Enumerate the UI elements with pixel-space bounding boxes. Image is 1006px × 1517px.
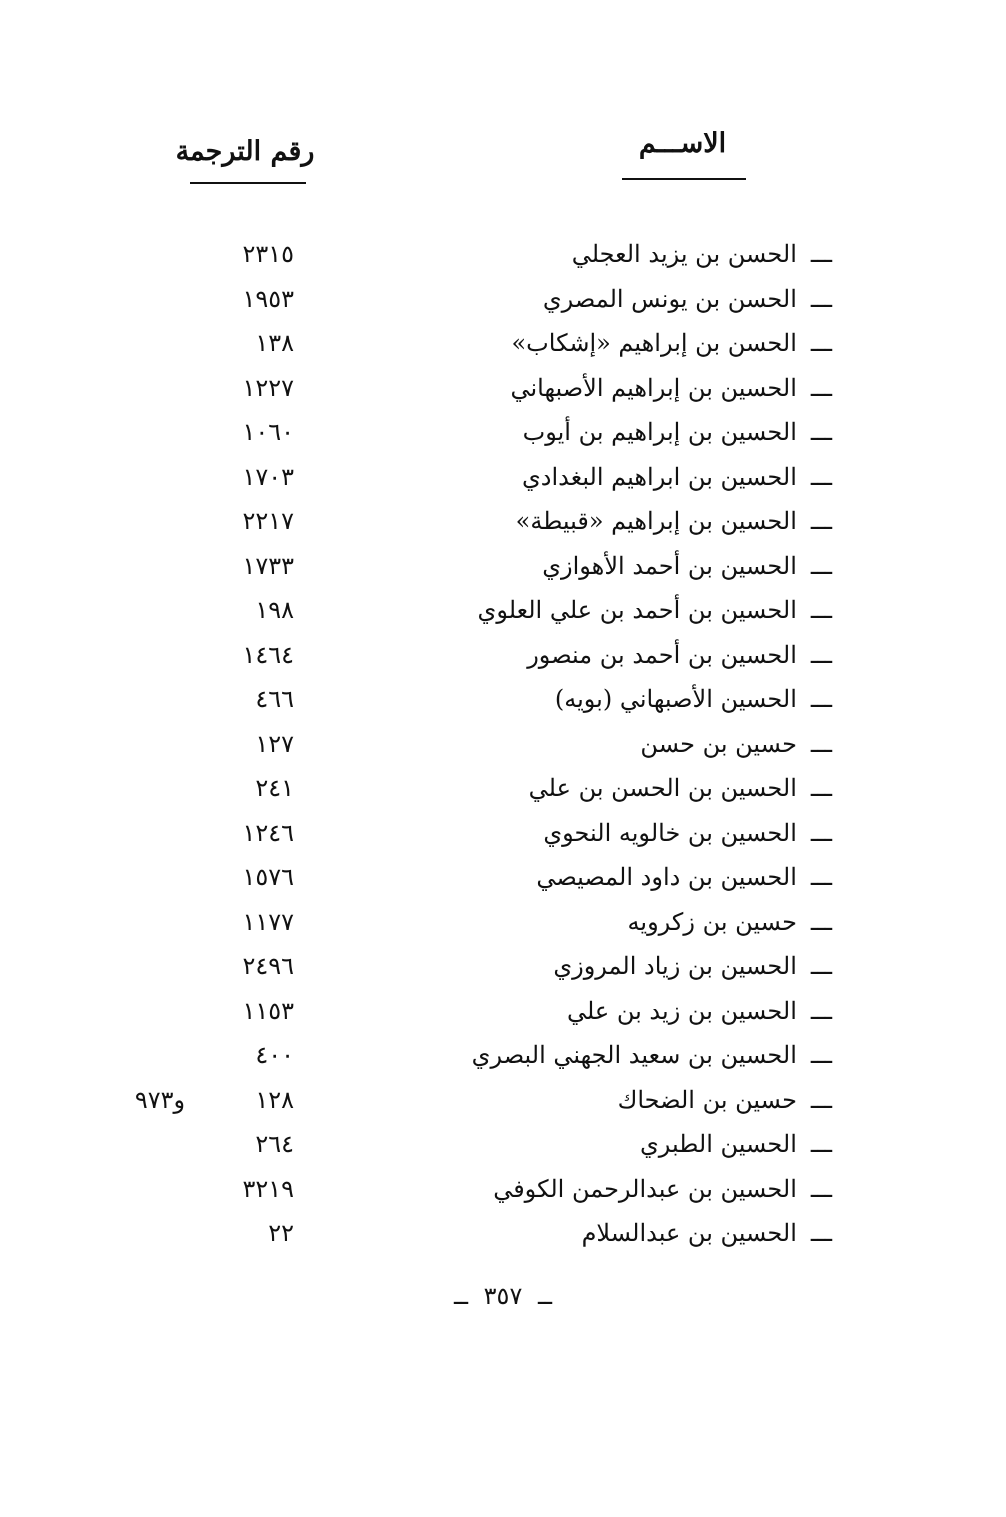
- page-number: ٣٥٧: [483, 1282, 523, 1310]
- list-item: [0, 232, 1006, 277]
- entry-dash: ـــ: [810, 1130, 832, 1158]
- entry-dash: ـــ: [810, 863, 832, 891]
- list-item: [0, 811, 1006, 856]
- entry-dash: ـــ: [810, 462, 832, 491]
- entry-dash: ـــ: [810, 1085, 832, 1114]
- entry-number: ١٢٤٦: [242, 818, 294, 847]
- list-item: [0, 944, 1006, 989]
- entry-number: ٢٣١٥: [242, 240, 294, 268]
- entry-name-cell: [527, 633, 832, 678]
- list-item: [0, 900, 1006, 945]
- entry-name: الحسن بن إبراهيم «إشكاب»: [511, 329, 797, 357]
- entry-number: ١٢٧: [255, 729, 294, 758]
- entries-list: [0, 232, 1006, 1256]
- list-item: [0, 544, 1006, 589]
- entry-dash: ـــ: [810, 952, 832, 980]
- entry-name: الحسن بن يزيد العجلي: [571, 240, 797, 268]
- list-item: [0, 677, 1006, 722]
- entry-dash: ـــ: [810, 818, 832, 847]
- footer-dash-left: ــ: [453, 1282, 469, 1310]
- entry-number: ١٢٨: [255, 1085, 294, 1114]
- entry-number: ٤٠٠: [255, 1041, 294, 1069]
- entry-extra-number: و٩٧٣: [134, 1085, 186, 1114]
- entry-name: الحسين بن إبراهيم «قبيطة»: [515, 507, 797, 535]
- entry-name-cell: [511, 321, 832, 366]
- list-item: [0, 766, 1006, 811]
- list-item: [0, 1167, 1006, 1212]
- entry-name-cell: [543, 811, 832, 856]
- list-item: [0, 455, 1006, 500]
- entry-name-cell: [478, 588, 832, 633]
- entry-name: الحسين بن زياد المروزي: [553, 952, 797, 980]
- list-item: [0, 588, 1006, 633]
- entry-name-cell: [493, 1167, 832, 1212]
- entry-name: الحسين بن ابراهيم البغدادي: [522, 462, 797, 491]
- entry-name-cell: [582, 1211, 832, 1256]
- list-item: [0, 722, 1006, 767]
- entry-number: ٤٦٦: [255, 685, 294, 713]
- list-item: [0, 277, 1006, 322]
- list-item: [0, 855, 1006, 900]
- entry-name: الحسين بن أحمد بن علي العلوي: [477, 596, 797, 624]
- entry-dash: ـــ: [810, 329, 832, 357]
- number-header-underline: [190, 182, 306, 184]
- list-item: [0, 1033, 1006, 1078]
- entry-number: ٢٢١٧: [242, 507, 294, 535]
- entry-dash: ـــ: [810, 507, 832, 535]
- entry-number: ٢٦٤: [255, 1130, 294, 1158]
- entry-name-cell: [628, 900, 832, 945]
- entry-name: الحسين بن داود المصيصي: [536, 863, 797, 891]
- entry-number: ١٩٨: [255, 596, 294, 624]
- entry-name: الحسين بن زيد بن علي: [566, 996, 797, 1025]
- entry-dash: ـــ: [810, 596, 832, 624]
- entry-number: ١٣٨: [255, 329, 294, 357]
- name-column-header: الاســـم: [638, 128, 727, 159]
- list-item: [0, 499, 1006, 544]
- entry-name-cell: [553, 944, 832, 989]
- entry-number: ٣٢١٩: [242, 1174, 294, 1203]
- entry-name-cell: [511, 366, 833, 411]
- page-number-footer: [403, 1282, 603, 1310]
- entry-name-cell: [529, 766, 832, 811]
- list-item: [0, 366, 1006, 411]
- entry-number: ١١٥٣: [242, 996, 294, 1025]
- list-item: [0, 989, 1006, 1034]
- entry-name: الحسين الأصبهاني (بويه): [554, 685, 797, 713]
- footer-dash-right: ــ: [537, 1282, 553, 1310]
- entry-name: الحسين بن إبراهيم بن أيوب: [522, 418, 797, 446]
- entry-name: الحسين الطبري: [639, 1130, 797, 1158]
- entry-dash: ـــ: [810, 685, 832, 713]
- list-item: [0, 321, 1006, 366]
- entry-number: ٢٢: [268, 1219, 294, 1247]
- entry-number: ١٧٣٣: [242, 551, 294, 580]
- entry-name-cell: [542, 544, 832, 589]
- entry-dash: ـــ: [810, 373, 832, 402]
- list-item: [0, 1122, 1006, 1167]
- number-column-header: رقم الترجمة: [175, 136, 315, 167]
- entry-name-cell: [555, 677, 832, 722]
- entry-name: حسين بن الضحاك: [617, 1085, 797, 1114]
- entry-name-cell: [522, 455, 832, 500]
- entry-dash: ـــ: [810, 640, 832, 669]
- entry-number: ١٢٢٧: [242, 373, 294, 402]
- list-item: [0, 1078, 1006, 1123]
- entry-dash: ـــ: [810, 996, 832, 1025]
- entry-number: ١٥٧٦: [242, 863, 294, 891]
- entry-name: الحسين بن أحمد بن منصور: [527, 640, 797, 669]
- entry-dash: ـــ: [810, 1219, 832, 1247]
- entry-name-cell: [640, 1122, 832, 1167]
- entry-dash: ـــ: [810, 551, 832, 580]
- entry-number: ٢٤٩٦: [242, 952, 294, 980]
- list-item: [0, 633, 1006, 678]
- entry-dash: ـــ: [810, 418, 832, 446]
- name-header-underline: [622, 178, 746, 180]
- entry-name: الحسن بن يونس المصري: [542, 284, 797, 313]
- entry-name-cell: [523, 410, 832, 455]
- entry-name: الحسين بن سعيد الجهني البصري: [471, 1041, 797, 1069]
- entry-name-cell: [640, 722, 832, 767]
- entry-name: حسين بن زكرويه: [627, 907, 797, 936]
- entry-name-cell: [572, 232, 832, 277]
- entry-name-cell: [516, 499, 832, 544]
- entry-dash: ـــ: [810, 907, 832, 936]
- list-item: [0, 1211, 1006, 1256]
- entry-number: ١٠٦٠: [242, 418, 294, 446]
- entry-dash: ـــ: [810, 240, 832, 268]
- entry-name: الحسين بن إبراهيم الأصبهاني: [510, 373, 797, 402]
- entry-number: ١٩٥٣: [242, 284, 294, 313]
- entry-name: الحسين بن عبدالرحمن الكوفي: [493, 1174, 797, 1203]
- entry-name-cell: [543, 277, 832, 322]
- entry-name: الحسين بن الحسن بن علي: [528, 774, 797, 802]
- entry-dash: ـــ: [810, 774, 832, 802]
- entry-name-cell: [618, 1078, 832, 1123]
- entry-number: ١١٧٧: [242, 907, 294, 936]
- entry-number: ١٧٠٣: [242, 462, 294, 491]
- entry-number: ٢٤١: [255, 774, 294, 802]
- entry-name-cell: [536, 855, 832, 900]
- entry-number: ١٤٦٤: [242, 640, 294, 669]
- entry-name: الحسين بن عبدالسلام: [581, 1219, 797, 1247]
- entry-name: حسين بن حسن: [640, 729, 797, 758]
- entry-name-cell: [472, 1033, 832, 1078]
- entry-name: الحسين بن خالويه النحوي: [543, 818, 797, 847]
- entry-name: الحسين بن أحمد الأهوازي: [542, 551, 797, 580]
- entry-dash: ـــ: [810, 284, 832, 313]
- entry-dash: ـــ: [810, 1041, 832, 1069]
- entry-dash: ـــ: [810, 729, 832, 758]
- entry-name-cell: [567, 989, 832, 1034]
- list-item: [0, 410, 1006, 455]
- entry-dash: ـــ: [810, 1174, 832, 1203]
